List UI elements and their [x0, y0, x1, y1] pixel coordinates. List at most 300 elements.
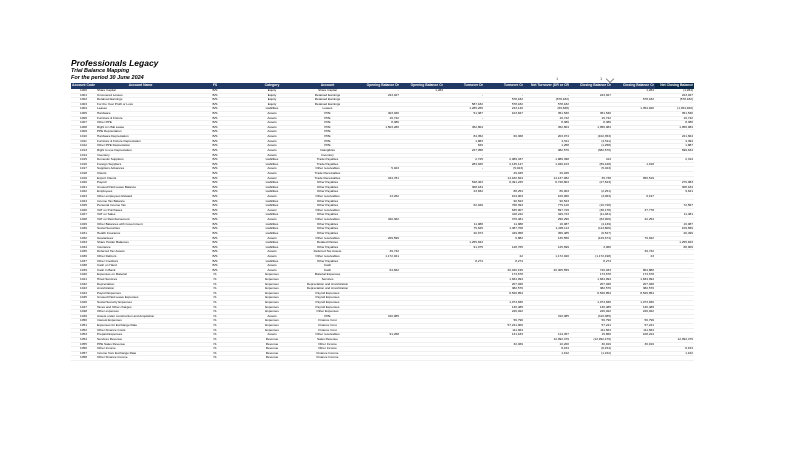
table-cell: 26,499 — [655, 231, 694, 236]
table-cell: 597,729 — [524, 208, 570, 213]
table-cell: 635,907 — [484, 208, 524, 213]
table-cell: Cash — [299, 268, 356, 273]
table-cell: 1045 — [71, 296, 96, 301]
table-cell: 413 — [570, 158, 612, 163]
table-cell: Equity — [245, 93, 299, 98]
table-cell: 1017 — [71, 167, 96, 172]
table-cell: 1011 — [71, 139, 96, 144]
table-cell: Amortization — [96, 287, 185, 292]
table-cell: Other Payables — [299, 204, 356, 209]
table-cell: Assets — [245, 153, 299, 158]
table-cell: Other Expenses — [299, 310, 356, 315]
table-cell: 8,386 — [570, 121, 612, 126]
table-cell: Services Revenue — [96, 337, 185, 342]
table-cell: (1,172,198) — [570, 254, 612, 259]
table-cell: 88,909 — [655, 245, 694, 250]
table-cell: 39,732 — [612, 250, 655, 255]
table-cell: 14,182,824 — [484, 176, 524, 181]
table-cell: 1038 — [71, 264, 96, 269]
table-cell: Other Debtors — [96, 254, 185, 259]
table-cell: Assets — [245, 148, 299, 153]
table-cell: IS — [185, 328, 245, 333]
table-body — [71, 89, 694, 360]
table-cell: 39,732 — [356, 250, 400, 255]
table-cell: 629 — [444, 144, 484, 149]
table-cell: PPE — [299, 144, 356, 149]
table-cell: 1054 — [71, 337, 96, 342]
table-cell: 125,699 — [524, 245, 570, 250]
table-cell: 226,022 — [570, 310, 612, 315]
table-cell: (11,481) — [570, 213, 612, 218]
table-cell: Liabilities — [245, 190, 299, 195]
column-header[interactable]: Net Turnover (DR or CR — [524, 83, 570, 89]
table-cell: Payroll Expenses — [299, 291, 356, 296]
table-cell: Trade Payables — [299, 162, 356, 167]
table-cell: B/S — [185, 98, 245, 103]
table-cell: Other employees Related — [96, 195, 185, 200]
table-cell: 382,576 — [484, 287, 524, 292]
table-cell: 1,073,836 — [570, 301, 612, 306]
table-cell: 382,576 — [612, 287, 655, 292]
table-cell: B/S — [185, 213, 245, 218]
table-cell: B/S — [185, 116, 245, 121]
table-cell: 578,182 — [524, 102, 570, 107]
table-cell: Furniture & Fixture Depreciation — [96, 139, 185, 144]
table-cell: Assets under construction and Acquisition — [96, 314, 185, 319]
table-cell: PPE — [299, 135, 356, 140]
table-cell: B/S — [185, 204, 245, 209]
table-cell: 1019 — [71, 176, 96, 181]
table-cell: 8,526,854 — [484, 291, 524, 296]
table-cell: 308,184 — [444, 185, 484, 190]
table-cell: Unused Paid Leave Balance — [96, 185, 185, 190]
dropdown-arrow-icon[interactable] — [606, 75, 614, 83]
table-cell: 2,089,337 — [484, 158, 524, 163]
table-cell: 1,834,994 — [612, 277, 655, 282]
table-cell: 20,040,195 — [484, 268, 524, 273]
table-cell: Assets — [245, 171, 299, 176]
column-header[interactable]: Account Name — [96, 83, 185, 89]
table-cell: Assets — [245, 195, 299, 200]
table-cell: Retained Earnings — [96, 98, 185, 103]
table-cell: (578,182) — [524, 98, 570, 103]
table-cell: 173,678 — [570, 273, 612, 278]
table-cell: 35,738 — [570, 176, 612, 181]
table-cell: 1003 — [71, 102, 96, 107]
table-cell: Payroll Expenses — [299, 296, 356, 301]
table-cell: 320,362 — [356, 218, 400, 223]
table-cell: B/S — [185, 259, 245, 264]
column-header[interactable]: FS — [185, 83, 245, 89]
table-cell: (83,909) — [570, 218, 612, 223]
table-cell: 88,254 — [484, 190, 524, 195]
table-cell: IS — [185, 333, 245, 338]
table-cell: Other Income — [299, 342, 356, 347]
table-cell: Assets — [245, 130, 299, 135]
table-cell: 1008 — [71, 125, 96, 130]
table-cell: 56,796 — [570, 319, 612, 324]
table-cell: Export Clients — [96, 176, 185, 181]
table-cell: 1031 — [71, 231, 96, 236]
table-cell: 1044 — [71, 291, 96, 296]
table-cell: 226,022 — [484, 310, 524, 315]
report-period: For the period 30 June 2024 — [71, 75, 144, 81]
table-cell: 1006 — [71, 116, 96, 121]
table-cell: (5,023) — [570, 167, 612, 172]
table-cell: Assets — [245, 218, 299, 223]
table-cell: 173,678 — [484, 273, 524, 278]
table-cell: IS — [185, 314, 245, 319]
table-cell: 578,182 — [484, 98, 524, 103]
table-cell: Expenses for Exchange Rate — [96, 324, 185, 329]
table-cell: Finance Cost — [299, 324, 356, 329]
table-cell: Share Capital — [299, 89, 356, 93]
table-cell: 91,268 — [356, 333, 400, 338]
table-cell: 8,274 — [444, 259, 484, 264]
table-cell: (5,023) — [484, 167, 524, 172]
table-cell: B/S — [185, 245, 245, 250]
table-cell: 418,242 — [484, 213, 524, 218]
table-cell: Other receivables — [299, 208, 356, 213]
table-cell: - — [444, 93, 484, 98]
table-cell: Uncovered Losses — [96, 93, 185, 98]
table-cell: Expenses — [245, 273, 299, 278]
table-cell: 1,162 — [524, 351, 570, 356]
table-cell: 56,796 — [484, 319, 524, 324]
table-cell: 1029 — [71, 222, 96, 227]
table-cell: Assets — [245, 254, 299, 259]
table-cell: Liabilities — [245, 241, 299, 246]
table-cell: Liabilities — [245, 222, 299, 227]
table-cell: B/S — [185, 130, 245, 135]
table-cell: 1,503,280 — [356, 125, 400, 130]
table-cell: Assets — [245, 264, 299, 269]
table-cell: Equity — [245, 89, 299, 93]
table-cell: Employees — [96, 190, 185, 195]
table-cell: 109,066 — [524, 195, 570, 200]
table-cell: Assets — [245, 139, 299, 144]
table-cell: Expenses — [245, 328, 299, 333]
table-cell: Liabilities — [245, 181, 299, 186]
table-cell: 90,523 — [484, 199, 524, 204]
table-cell: 30,919 — [570, 342, 612, 347]
table-cell: (10,728) — [570, 204, 612, 209]
table-cell: Finance Cost — [299, 328, 356, 333]
table-cell: Other receivables — [299, 254, 356, 259]
table-cell: 84,352 — [444, 135, 484, 140]
table-cell: 1057 — [71, 351, 96, 356]
table-cell: Expenses — [245, 319, 299, 324]
table-cell: PPE Sales Revenue — [96, 342, 185, 347]
table-cell: Other Payables — [299, 181, 356, 186]
table-cell: IS — [185, 301, 245, 306]
table-cell: Expenses on Material — [96, 273, 185, 278]
table-cell: 86,003 — [524, 190, 570, 195]
table-cell: 20,305,559 — [524, 268, 570, 273]
table-cell: (1,162) — [570, 351, 612, 356]
table-cell: PPE Depreciation — [96, 130, 185, 135]
table-cell: 1046 — [71, 301, 96, 306]
column-header[interactable]: Opening Balance Cr — [400, 83, 444, 89]
table-cell: (69,838) — [524, 107, 570, 112]
table-cell: Other Payables — [299, 245, 356, 250]
table-cell: IS — [185, 296, 245, 301]
table-cell: 8,526,854 — [612, 291, 655, 296]
table-cell: IS — [185, 342, 245, 347]
table-cell: Intangibles — [299, 148, 356, 153]
table-cell: B/S — [185, 144, 245, 149]
table-cell: 403,030 — [356, 112, 400, 117]
table-cell: 136,556 — [524, 236, 570, 241]
table-cell: 227,058 — [444, 148, 484, 153]
table-cell: Other Payables — [299, 222, 356, 227]
table-cell: 72,567 — [655, 204, 694, 209]
table-cell: 1004 — [71, 107, 96, 112]
table-cell: 111,664 — [612, 328, 655, 333]
table-cell: B/S — [185, 241, 245, 246]
column-header[interactable]: Net Closing Balance — [655, 83, 694, 89]
table-row[interactable] — [71, 356, 694, 361]
table-cell: Share Capital — [96, 89, 185, 93]
table-cell: 1,834,994 — [570, 277, 612, 282]
table-cell: 103,847 — [484, 112, 524, 117]
table-cell: 4,394 — [655, 139, 694, 144]
table-cell: 1034 — [71, 245, 96, 250]
table-cell: 1041 — [71, 277, 96, 282]
table-cell: 740,033 — [570, 268, 612, 273]
table-cell: 1005 — [71, 112, 96, 117]
table-cell: Payroll Expenses — [299, 305, 356, 310]
table-cell: 1028 — [71, 218, 96, 223]
table-cell: Liabilities — [245, 162, 299, 167]
table-cell: 429,723 — [524, 213, 570, 218]
table-cell: 90,523 — [524, 199, 570, 204]
table-cell: Assets — [245, 333, 299, 338]
table-cell: 1,284 — [612, 89, 655, 93]
table-cell: Deferred Tax Assets — [299, 250, 356, 255]
column-header[interactable]: Closing Balance Dr — [570, 83, 612, 89]
table-cell: B/S — [185, 167, 245, 172]
table-cell: 8,154 — [655, 347, 694, 352]
table-cell: Assets — [245, 176, 299, 181]
table-cell: 456,485 — [524, 231, 570, 236]
column-header[interactable]: Account Code — [72, 83, 95, 88]
table-cell: 6,882 — [484, 236, 524, 241]
table-cell: (4,139) — [570, 222, 612, 227]
table-cell: Furniture & Fixture — [96, 116, 185, 121]
table-cell: 1053 — [71, 333, 96, 338]
table-cell: 1013 — [71, 148, 96, 153]
column-header[interactable]: Turnover Cr — [484, 83, 524, 89]
table-cell: Assets — [245, 314, 299, 319]
table-cell: 1012 — [71, 144, 96, 149]
table-cell: Other receivables — [299, 236, 356, 241]
table-cell: 1,162 — [655, 351, 694, 356]
table-cell: 1010 — [71, 135, 96, 140]
table-cell: Taxes and Other charges — [96, 305, 185, 310]
table-cell: 1,956,084 — [570, 125, 612, 130]
table-cell: Expenses — [245, 305, 299, 310]
table-cell: 1,887 — [655, 144, 694, 149]
table-cell: PPE — [299, 121, 356, 126]
table-cell: For the Year Profit or Loss — [96, 102, 185, 107]
table-cell: Assets — [245, 112, 299, 117]
table-cell: VAT on Reimbursement — [96, 218, 185, 223]
column-header[interactable]: Category — [245, 83, 299, 89]
table-cell: Expenses — [245, 301, 299, 306]
table-cell: (1,284) — [655, 89, 694, 93]
table-cell: B/S — [185, 171, 245, 176]
table-cell: Revenue — [245, 342, 299, 347]
table-cell — [444, 356, 484, 361]
table-cell: 1,618 — [612, 162, 655, 167]
table-cell: Revenue — [245, 351, 299, 356]
table-cell: Hired Services — [96, 277, 185, 282]
table-cell: Interest Expenses — [96, 319, 185, 324]
table-cell: 768,393 — [484, 204, 524, 209]
table-cell: VAT on Purchases — [96, 208, 185, 213]
table-cell: Expenses — [245, 287, 299, 292]
table-cell: Expenses — [245, 282, 299, 287]
table-cell: 128,765 — [484, 245, 524, 250]
table-cell: 79,922 — [612, 236, 655, 241]
table-cell: 1,258 — [524, 144, 570, 149]
table-cell: Assets — [245, 144, 299, 149]
table-cell: 1037 — [71, 259, 96, 264]
table-cell: B/S — [185, 125, 245, 130]
table-cell: 283,925 — [444, 162, 484, 167]
table-cell — [612, 356, 655, 361]
table-cell: 32,469 — [484, 342, 524, 347]
table-cell: 62,049 — [444, 204, 484, 209]
table-cell: PPE — [299, 139, 356, 144]
table-cell: 9,621 — [655, 190, 694, 195]
table-cell: 351,530 — [524, 112, 570, 117]
table-cell: Assets — [245, 121, 299, 126]
table-cell: 8,386 — [655, 121, 694, 126]
table-cell — [655, 356, 694, 361]
column-marker: 1 — [556, 76, 559, 81]
table-cell: 207,028 — [612, 282, 655, 287]
table-cell: 1024 — [71, 199, 96, 204]
table-cell: 16,742 — [655, 116, 694, 121]
table-cell: 10,200 — [524, 342, 570, 347]
table-cell: Other Payables — [299, 190, 356, 195]
table-cell: 111,664 — [484, 328, 524, 333]
table-cell: Assets — [245, 116, 299, 121]
table-cell: 1056 — [71, 347, 96, 352]
table-cell: IS — [185, 277, 245, 282]
table-cell: Leases — [96, 107, 185, 112]
table-cell: PPE — [299, 314, 356, 319]
table-cell: (8,154) — [570, 347, 612, 352]
table-cell: IS — [185, 351, 245, 356]
table-cell: Other Payables — [299, 213, 356, 218]
table-cell: 57,241 — [570, 324, 612, 329]
table-cell: 1018 — [71, 171, 96, 176]
table-cell: 207,028 — [484, 282, 524, 287]
column-header[interactable]: Account — [299, 83, 356, 89]
table-cell: 1,073,836 — [612, 301, 655, 306]
table-cell: B/S — [185, 158, 245, 163]
table-cell: Domestic Suppliers — [96, 158, 185, 163]
table-cell: 1022 — [71, 190, 96, 195]
table-cell: 108,224 — [612, 333, 655, 338]
table-cell: 1047 — [71, 305, 96, 310]
table-cell: Assets — [245, 208, 299, 213]
table-cell: 452,804 — [444, 125, 484, 130]
table-cell: B/S — [185, 236, 245, 241]
table-cell: Liabilities — [245, 231, 299, 236]
table-cell: 1026 — [71, 208, 96, 213]
table-cell: (2,511) — [570, 139, 612, 144]
table-cell: 60,368 — [484, 135, 524, 140]
table-cell: Other Payables — [299, 227, 356, 232]
table-cell: 226,022 — [612, 310, 655, 315]
table-cell: B/S — [185, 264, 245, 269]
table-cell — [570, 356, 612, 361]
table-cell: 1016 — [71, 162, 96, 167]
table-cell: Inventory — [299, 153, 356, 158]
table-cell: Liabilities — [245, 158, 299, 163]
column-header[interactable]: Turnover Dr — [444, 83, 484, 89]
table-cell: Guarantees — [96, 236, 185, 241]
table-cell: B/S — [185, 135, 245, 140]
table-cell: 1007 — [71, 121, 96, 126]
table-cell: 1,255,843 — [655, 241, 694, 246]
table-cell: B/S — [185, 231, 245, 236]
table-cell: Liabilities — [245, 204, 299, 209]
table-cell: Equity — [245, 98, 299, 103]
table-cell: Other receivables — [299, 195, 356, 200]
column-header[interactable]: Closing Balance Cr — [612, 83, 655, 89]
table-cell: 1,834,994 — [484, 277, 524, 282]
table-cell: 2,725 — [444, 158, 484, 163]
table-cell: Liabilities — [245, 245, 299, 250]
column-header[interactable]: Opening Balance Dr — [356, 83, 400, 89]
table-cell: Liabilities — [245, 259, 299, 264]
table-cell: 452,804 — [524, 125, 570, 130]
table-cell: 1,073,836 — [484, 301, 524, 306]
table-cell: 1,172,021 — [356, 254, 400, 259]
table-cell: 12,992,479 — [655, 337, 694, 342]
table-cell: 1015 — [71, 158, 96, 163]
table-cell: 114,457 — [524, 333, 570, 338]
table-cell: (2,251) — [570, 190, 612, 195]
table-cell: Clients — [96, 171, 185, 176]
table-cell: 51,387 — [444, 112, 484, 117]
table-cell: B/S — [185, 185, 245, 190]
table-cell: Assets — [245, 236, 299, 241]
table-cell: Other Payables — [299, 185, 356, 190]
table-cell: 37,778 — [612, 208, 655, 213]
table-cell: Income from Exchange Rate — [96, 351, 185, 356]
table-cell: B/S — [185, 227, 245, 232]
table-cell: Revenue — [245, 337, 299, 342]
table-cell: IS — [185, 310, 245, 315]
table-cell: IS — [185, 305, 245, 310]
table-cell: 276,083 — [655, 181, 694, 186]
table-cell: Payroll Expenses — [96, 291, 185, 296]
table-cell: IS — [185, 282, 245, 287]
table-cell: 1,285,265 — [444, 107, 484, 112]
table-cell: Hardware Depreciation — [96, 135, 185, 140]
table-cell: (382,576) — [570, 148, 612, 153]
table-cell: (310,085) — [570, 314, 612, 319]
table-cell: (1,354,920) — [655, 107, 694, 112]
table-cell: Retained Earnings — [299, 93, 356, 98]
report-header — [71, 58, 158, 82]
